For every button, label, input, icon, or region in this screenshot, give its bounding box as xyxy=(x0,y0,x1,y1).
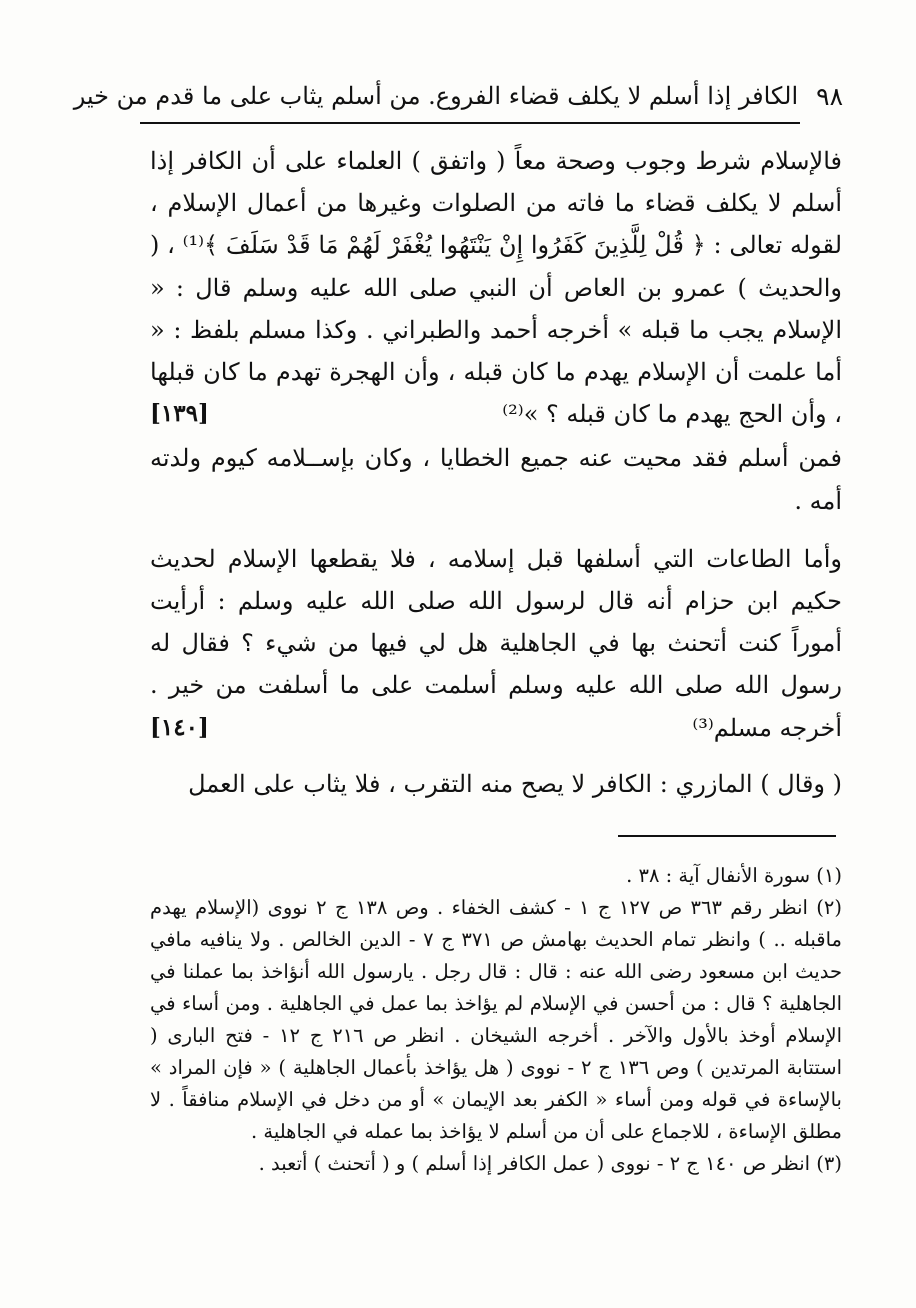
paragraph-sins-erased xyxy=(150,437,842,521)
paragraph-text: وأما الطاعات التي أسلفها قبل إسلامه ، فلا يقطعها الإسلام لحديث حكيم ابن حزام أنه قال لرسول الله صلى الله عليه وسلم : أرأيت أموراً كنت أتحنث بها في الجاهلية هل لي فيها من شيء ؟ فقال له رسول الله صلى الله عليه وسلم أسلمت على ما أسلفت من خير . أخرجه مسلم⁽³⁾ xyxy=(150,544,842,742)
footnote-2: (٢) انظر رقم ٣٦٣ ص ١٢٧ ج ١ - كشف الخفاء . وص ١٣٨ ج ٢ نووى (الإسلام يهدم ماقبله .. ) وانظر تمام الحديث بهامش ص ٣٧١ ج ٧ - الدين الخالص . ولا ينافيه مافي حديث ابن مسعود رضى الله عنه : قال : قال رجل . يارسول الله أنؤاخذ بما عملنا في الجاهلية ؟ قال : من أحسن في الإسلام لم يؤاخذ بما عمل في الجاهلية . ومن أساء في الإسلام أوخذ بالأول والآخر . أخرجه الشيخان . انظر ص ٢١٦ ج ١٢ - فتح البارى ( استتابة المرتدين ) وص ١٣٦ ج ٢ - نووى ( هل يؤاخذ بأعمال الجاهلية ) « فإن المراد » بالإساءة في قوله ومن أساء « الكفر بعد الإيمان » أو من دخل في الإسلام منافقاً . لا مطلق الإساءة ، للاجماع على أن من أسلم لا يؤاخذ بما عمله في الجاهلية . xyxy=(150,896,843,1143)
paragraph-text: ( وقال ) المازري : الكافر لا يصح منه التقرب ، فلا يثاب على العمل xyxy=(188,769,842,798)
running-title: الكافر إذا أسلم لا يكلف قضاء الفروع. من أسلم يثاب على ما قدم من خير xyxy=(73,82,799,110)
page-number: ٩٨ xyxy=(816,81,843,111)
footnotes xyxy=(150,860,842,1180)
main-text xyxy=(150,140,842,805)
paragraph-prior-deeds xyxy=(150,538,842,749)
header-rule xyxy=(140,122,800,124)
hadith-reference-number: [١٤٠] xyxy=(150,713,209,741)
footnote-3: (٣) انظر ص ١٤٠ ج ٢ - نووى ( عمل الكافر إذا أسلم ) و ( أتحنث ) أتعبد . xyxy=(258,1152,842,1175)
footnote-separator xyxy=(618,835,836,837)
footnote-1: (١) سورة الأنفال آية : ٣٨ . xyxy=(626,864,842,887)
paragraph-mazari xyxy=(150,763,842,805)
paragraph-islam-condition xyxy=(150,140,842,435)
paragraph-text: فالإسلام شرط وجوب وصحة معاً ( واتفق ) العلماء على أن الكافر إذا أسلم لا يكلف قضاء ما فاته من الصلوات وغيرها من أعمال الإسلام ، لقوله تعالى : ﴿ قُلْ لِلَّذِينَ كَفَرُوا إِنْ يَنْتَهُوا يُغْفَرْ لَهُمْ مَا قَدْ سَلَفَ ﴾⁽¹⁾ ، ( والحديث ) عمرو بن العاص أن النبي صلى الله عليه وسلم قال : « الإسلام يجب ما قبله » أخرجه أحمد والطبراني . وكذا مسلم بلفظ : « أما علمت أن الإسلام يهدم ما كان قبله ، وأن الهجرة تهدم ما كان قبلها ، وأن الحج يهدم ما كان قبله ؟ »⁽²⁾ xyxy=(150,147,843,429)
hadith-reference-number: [١٣٩] xyxy=(150,400,209,428)
paragraph-text: فمن أسلم فقد محيت عنه جميع الخطايا ، وكان بإســلامه كيوم ولدته أمه . xyxy=(150,444,842,515)
running-header xyxy=(73,74,843,118)
